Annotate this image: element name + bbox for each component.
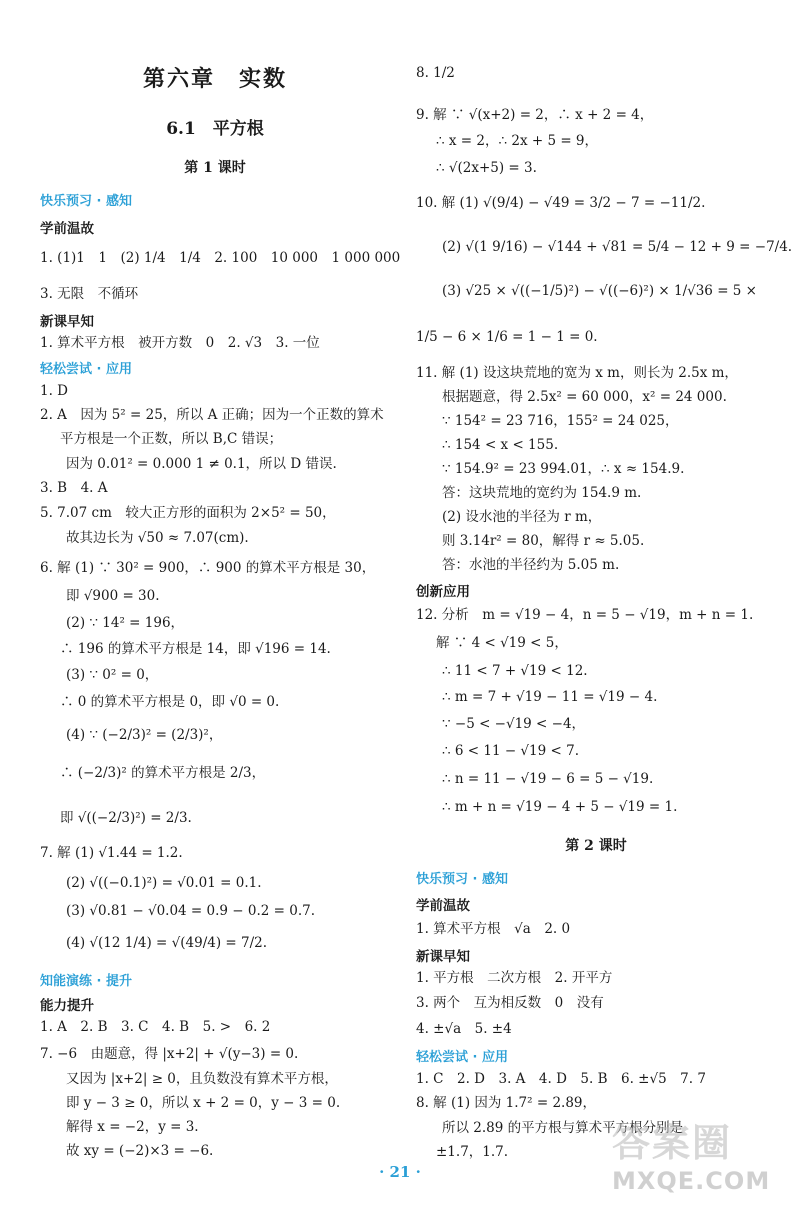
- answer-line: ∴ n = 11 − √19 − 6 = 5 − √19.: [442, 771, 654, 787]
- answer-line: 答：这块荒地的宽约为 154.9 m.: [442, 485, 642, 501]
- answer-line: ∵ 154² = 23 716，155² = 24 025，: [442, 413, 679, 429]
- answer-line: 平方根是一个正数，所以 B,C 错误；: [60, 431, 283, 447]
- answer-line: 答：水池的半径约为 5.05 m.: [442, 557, 620, 573]
- subhead-review-2: 学前温故: [416, 898, 470, 914]
- answer-line: (4) √(12 1/4) = √(49/4) = 7/2.: [66, 935, 268, 951]
- answer-line: 3. B 4. A: [40, 480, 108, 496]
- watermark-logo: [612, 1112, 782, 1204]
- subhead-new-2: 新课早知: [416, 949, 470, 965]
- answer-line: (2) 设水池的半径为 r m，: [442, 509, 602, 525]
- tag-try-2: 轻松尝试 · 应用: [416, 1050, 508, 1065]
- answer-line: 11. 解 (1) 设这块荒地的宽为 x m，则长为 2.5x m，: [416, 365, 738, 381]
- answer-line: 10. 解 (1) √(9/4) − √49 = 3/2 − 7 = −11/2.: [416, 195, 706, 211]
- answer-line: 7. −6 由题意，得 |x+2| + √(y−3) = 0.: [40, 1046, 299, 1062]
- answer-line: ∴ 154 < x < 155.: [442, 437, 559, 453]
- answer-line: 4. ±√a 5. ±4: [416, 1021, 512, 1037]
- answer-line: 12. 分析 m = √19 − 4，n = 5 − √19，m + n = 1.: [416, 607, 754, 623]
- answer-line: 2. A 因为 5² = 25，所以 A 正确；因为一个正数的算术: [40, 407, 384, 423]
- answer-line: 1. A 2. B 3. C 4. B 5. > 6. 2: [40, 1019, 271, 1035]
- answer-line: 解 ∵ 4 < √19 < 5，: [436, 635, 568, 651]
- answer-line: (4) ∵ (−2/3)² = (2/3)²，: [66, 727, 223, 743]
- answer-line: (2) √((−0.1)²) = √0.01 = 0.1.: [66, 875, 262, 891]
- answer-line: ∴ 196 的算术平方根是 14，即 √196 = 14.: [60, 641, 331, 657]
- answer-line: ∴ 11 < 7 + √19 < 12.: [442, 663, 588, 679]
- answer-line: 1/5 − 6 × 1/6 = 1 − 1 = 0.: [416, 329, 598, 345]
- answer-line: ∵ −5 < −√19 < −4，: [442, 716, 586, 732]
- answer-line: (3) √0.81 − √0.04 = 0.9 − 0.2 = 0.7.: [66, 903, 316, 919]
- subhead-review: 学前温故: [40, 221, 94, 237]
- answer-line: 因为 0.01² = 0.000 1 ≠ 0.1，所以 D 错误.: [66, 456, 337, 472]
- tag-preview-2: 快乐预习 · 感知: [416, 872, 508, 887]
- answer-line: 9. 解 ∵ √(x+2) = 2，∴ x + 2 = 4，: [416, 107, 654, 123]
- section-title: 6.1 平方根: [166, 119, 264, 139]
- answer-line: ∴ 0 的算术平方根是 0，即 √0 = 0.: [60, 694, 280, 710]
- answer-line: 则 3.14r² = 80，解得 r ≈ 5.05.: [442, 533, 645, 549]
- answer-line: 1. D: [40, 383, 68, 399]
- answer-line: 8. 1/2: [416, 65, 455, 81]
- lesson-title: 第 1 课时: [184, 160, 246, 176]
- answer-line: 3. 无限 不循环: [40, 286, 139, 302]
- answer-line: 即 √((−2/3)²) = 2/3.: [60, 810, 192, 826]
- subhead-innovation: 创新应用: [416, 584, 470, 600]
- answer-line: ∴ 6 < 11 − √19 < 7.: [442, 743, 579, 759]
- subhead-ability: 能力提升: [40, 998, 94, 1014]
- answer-line: 故 xy = (−2)×3 = −6.: [66, 1143, 214, 1159]
- answer-line: 解得 x = −2，y = 3.: [66, 1119, 199, 1135]
- answer-line: ∴ √(2x+5) = 3.: [436, 160, 537, 176]
- answer-line: 7. 解 (1) √1.44 = 1.2.: [40, 845, 183, 861]
- tag-try: 轻松尝试 · 应用: [40, 362, 132, 377]
- answer-line: 5. 7.07 cm 较大正方形的面积为 2×5² = 50，: [40, 505, 336, 521]
- tag-practice: 知能演练 · 提升: [40, 974, 132, 989]
- answer-line: 8. 解 (1) 因为 1.7² = 2.89，: [416, 1095, 597, 1111]
- answer-line: 1. 算术平方根 √a 2. 0: [416, 921, 571, 937]
- page-number: · 21 ·: [379, 1163, 421, 1181]
- answer-line: 1. C 2. D 3. A 4. D 5. B 6. ±√5 7. 7: [416, 1071, 706, 1087]
- watermark-en: MXQE.COM: [612, 1167, 771, 1195]
- answer-line: 所以 2.89 的平方根与算术平方根分别是: [442, 1120, 684, 1136]
- answer-line: ±1.7，1.7.: [436, 1144, 509, 1160]
- chapter-title: 第六章 实数: [142, 66, 287, 92]
- answer-line: (3) √25 × √((−1/5)²) − √((−6)²) × 1/√36 = 5 ×: [442, 283, 757, 299]
- answer-line: 1. 平方根 二次方根 2. 开平方: [416, 970, 613, 986]
- answer-line: 即 √900 = 30.: [66, 588, 160, 604]
- subhead-new: 新课早知: [40, 314, 94, 330]
- watermark-cn: 答案圈: [612, 1121, 733, 1165]
- answer-line: 即 y − 3 ≥ 0，所以 x + 2 = 0，y − 3 = 0.: [66, 1095, 341, 1111]
- answer-line: 1. 算术平方根 被开方数 0 2. √3 3. 一位: [40, 335, 320, 351]
- answer-line: ∴ m = 7 + √19 − 11 = √19 − 4.: [442, 689, 658, 705]
- answer-line: 6. 解 (1) ∵ 30² = 900，∴ 900 的算术平方根是 30，: [40, 560, 376, 576]
- answer-line: 故其边长为 √50 ≈ 7.07(cm).: [66, 530, 249, 546]
- answer-line: ∴ m + n = √19 − 4 + 5 − √19 = 1.: [442, 799, 678, 815]
- answer-line: ∴ (−2/3)² 的算术平方根是 2/3，: [60, 765, 266, 781]
- answer-line: (3) ∵ 0² = 0，: [66, 667, 159, 683]
- answer-line: ∵ 154.9² = 23 994.01，∴ x ≈ 154.9.: [442, 461, 685, 477]
- lesson-title-2: 第 2 课时: [565, 838, 627, 854]
- answer-line: (2) √(1 9/16) − √144 + √81 = 5/4 − 12 + 9 = −7/4.: [442, 239, 793, 255]
- answer-line: ∴ x = 2，∴ 2x + 5 = 9，: [436, 133, 599, 149]
- answer-line: (2) ∵ 14² = 196，: [66, 615, 185, 631]
- answer-line: 又因为 |x+2| ≥ 0，且负数没有算术平方根，: [66, 1071, 338, 1087]
- answer-line: 1. (1)1 1 (2) 1/4 1/4 2. 100 10 000 1 000 000: [40, 250, 401, 266]
- tag-preview: 快乐预习 · 感知: [40, 194, 132, 209]
- answer-line: 3. 两个 互为相反数 0 没有: [416, 995, 604, 1011]
- answer-line: 根据题意，得 2.5x² = 60 000，x² = 24 000.: [442, 389, 727, 405]
